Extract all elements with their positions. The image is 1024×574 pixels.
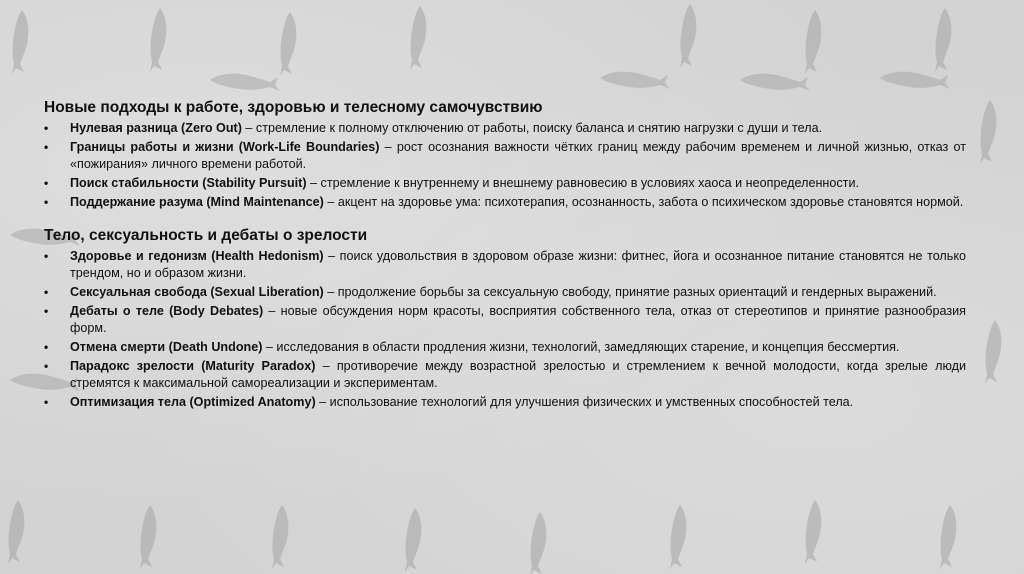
list-item: [44, 284, 966, 301]
list-item: [44, 248, 966, 282]
list-item: [44, 194, 966, 211]
item-text: – стремление к внутреннему и внешнему равновесию в условиях хаоса и неопределенности.: [306, 176, 859, 190]
bullet-icon: •: [44, 340, 49, 354]
list-item: [44, 394, 966, 411]
bullet-icon: •: [44, 249, 49, 263]
bullet-icon: •: [44, 121, 49, 135]
bullet-icon: •: [44, 285, 49, 299]
item-text: – поиск удовольствия в здоровом образе жизни: фитнес, йога и осознанное питание становятся не только трендом, но и образом жизни.: [70, 249, 966, 280]
bullet-icon: •: [44, 395, 49, 409]
item-text: – акцент на здоровье ума: психотерапия, осознанность, забота о психическом здоровье становятся нормой.: [323, 195, 964, 209]
bullet-list-body: [44, 248, 966, 411]
item-text: – продолжение борьбы за сексуальную свободу, принятие разных ориентаций и гендерных выражений.: [323, 285, 937, 299]
bullet-icon: •: [44, 195, 49, 209]
list-item: [44, 303, 966, 337]
item-term: Дебаты о теле (Body Debates): [70, 304, 264, 318]
section-heading-work-health: Новые подходы к работе, здоровью и телесному самочувствию: [44, 99, 543, 116]
list-item: [44, 358, 966, 392]
item-text: – противоречие между возрастной зрелостью и стремлением к вечной молодости, когда зрелые люди стремятся к максимальной самореализации и экспериментам.: [70, 359, 967, 390]
item-term: Сексуальная свобода (Sexual Liberation): [70, 285, 324, 299]
section-heading-body: Тело, сексуальность и дебаты о зрелости: [44, 227, 368, 244]
item-term: Оптимизация тела (Optimized Anatomy): [70, 395, 316, 409]
bullet-icon: •: [44, 359, 49, 373]
list-item: [44, 139, 966, 173]
item-term: Поддержание разума (Mind Maintenance): [70, 195, 324, 209]
bullet-icon: •: [44, 176, 49, 190]
bullet-icon: •: [44, 140, 49, 154]
item-text: – исследования в области продления жизни, технологий, замедляющих старение, и концепция бессмертия.: [262, 340, 900, 354]
item-text: – рост осознания важности чётких границ между рабочим временем и личной жизнью, отказ от «пожирания» личного времени работой.: [70, 140, 966, 171]
item-term: Парадокс зрелости (Maturity Paradox): [70, 359, 316, 373]
list-item: [44, 339, 966, 356]
item-term: Поиск стабильности (Stability Pursuit): [70, 176, 307, 190]
item-text: – использование технологий для улучшения физических и умственных способностей тела.: [315, 395, 854, 409]
item-term: Здоровье и гедонизм (Health Hedonism): [70, 249, 324, 263]
list-item: [44, 120, 966, 137]
slide-content: [44, 98, 966, 413]
item-text: – стремление к полному отключению от работы, поиску баланса и снятию нагрузки с души и тела.: [241, 121, 823, 135]
bullet-list-work-health: [44, 120, 966, 211]
item-term: Нулевая разница (Zero Out): [70, 121, 242, 135]
item-term: Отмена смерти (Death Undone): [70, 340, 263, 354]
item-text: – новые обсуждения норм красоты, восприятия собственного тела, отказ от стереотипов и принятие разнообразия форм.: [70, 304, 966, 335]
bullet-icon: •: [44, 304, 49, 318]
item-term: Границы работы и жизни (Work-Life Boundaries): [70, 140, 380, 154]
list-item: [44, 175, 966, 192]
